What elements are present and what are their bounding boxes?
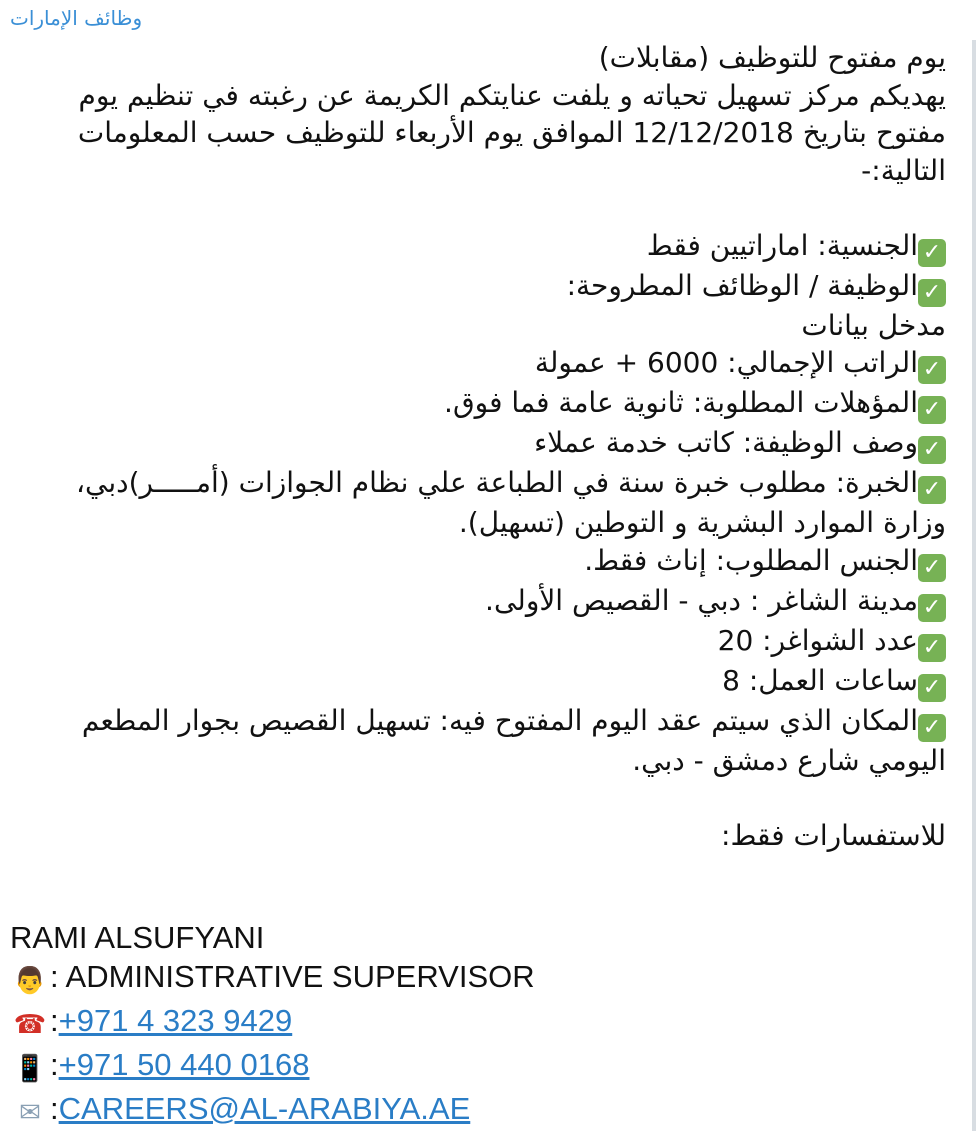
- detail-city: ✓مدينة الشاغر : دبي - القصيص الأولى.: [12, 582, 946, 622]
- check-mark-icon: ✓: [918, 396, 946, 424]
- detail-description: ✓وصف الوظيفة: كاتب خدمة عملاء: [12, 424, 946, 464]
- inquiries-label: للاستفسارات فقط:: [721, 818, 946, 852]
- contact-email-line: ✉ :CAREERS@AL-ARABIYA.AE: [10, 1089, 940, 1131]
- check-mark-icon: ✓: [918, 356, 946, 384]
- mobile-phone-icon: 📱: [13, 1054, 47, 1084]
- detail-gender: ✓الجنس المطلوب: إناث فقط.: [12, 542, 946, 582]
- detail-job-value: مدخل بيانات: [801, 308, 946, 342]
- check-mark-icon: ✓: [918, 634, 946, 662]
- contact-name: RAMI ALSUFYANI: [10, 920, 265, 955]
- blank-line: [12, 779, 946, 817]
- contact-title-line: [10, 957, 940, 1001]
- contact-mobile-line: 📱 :+971 50 440 0168: [10, 1045, 940, 1089]
- contact-phone-line: ☎ :+971 4 323 9429: [10, 1001, 940, 1045]
- sender-name[interactable]: وظائف الإمارات: [10, 6, 143, 30]
- message-heading: يوم مفتوح للتوظيف (مقابلات): [598, 41, 946, 74]
- detail-vacancies: ✓عدد الشواغر: 20: [12, 622, 946, 662]
- detail-qualifications: ✓المؤهلات المطلوبة: ثانوية عامة فما فوق.: [12, 384, 946, 424]
- phone-link[interactable]: +971 4 323 9429: [58, 1003, 293, 1038]
- detail-job: ✓الوظيفة / الوظائف المطروحة:: [12, 267, 946, 307]
- blank-line: [12, 189, 946, 227]
- message-intro: يهديكم مركز تسهيل تحياته و يلفت عنايتكم الكريمة عن رغبته في تنظيم يوم مفتوح بتاريخ 12/12/2018 الموافق يوم الأربعاء للتوظيف حسب المعلومات التالية:-: [77, 78, 946, 187]
- check-mark-icon: ✓: [918, 714, 946, 742]
- telephone-icon: ☎: [13, 1010, 47, 1040]
- check-mark-icon: ✓: [918, 436, 946, 464]
- scrollbar[interactable]: [972, 40, 976, 1131]
- contact-title: : ADMINISTRATIVE SUPERVISOR: [50, 959, 535, 994]
- check-mark-icon: ✓: [918, 476, 946, 504]
- check-mark-icon: ✓: [918, 279, 946, 307]
- mobile-link[interactable]: +971 50 440 0168: [58, 1047, 310, 1082]
- detail-hours: ✓ساعات العمل: 8: [12, 662, 946, 702]
- contact-block: [10, 918, 940, 1131]
- email-link[interactable]: CAREERS@AL-ARABIYA.AE: [58, 1091, 471, 1126]
- detail-experience: ✓الخبرة: مطلوب خبرة سنة في الطباعة علي نظام الجوازات (أمـــــر)دبي، وزارة الموارد البشرية و التوطين (تسهيل).: [75, 466, 946, 539]
- detail-nationality: ✓الجنسية: اماراتيين فقط: [12, 227, 946, 267]
- check-mark-icon: ✓: [918, 239, 946, 267]
- office-worker-icon: 👨: [13, 966, 47, 996]
- detail-salary: ✓الراتب الإجمالي: 6000 + عمولة: [12, 344, 946, 384]
- detail-location: ✓المكان الذي سيتم عقد اليوم المفتوح فيه: تسهيل القصيص بجوار المطعم اليومي شارع دمشق - دبي.: [81, 703, 946, 777]
- message-body: [12, 39, 946, 854]
- check-mark-icon: ✓: [918, 594, 946, 622]
- check-mark-icon: ✓: [918, 554, 946, 582]
- envelope-icon: ✉: [19, 1098, 41, 1128]
- check-mark-icon: ✓: [918, 674, 946, 702]
